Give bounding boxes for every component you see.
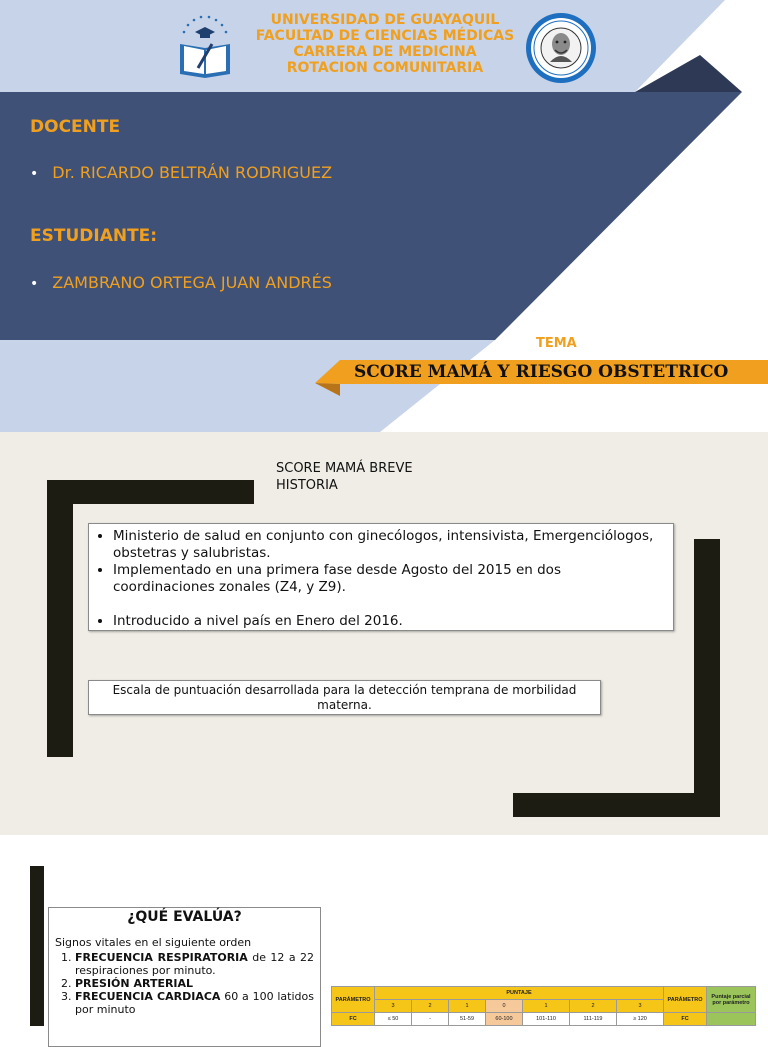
value-cell: - bbox=[412, 1013, 449, 1026]
history-bullet: • Implementado en una primera fase desde Agosto del 2015 en dos coordinaciones zonales (Z4, y Z9). bbox=[113, 562, 665, 596]
header-line-career: CARRERA DE MEDICINA bbox=[293, 44, 477, 60]
slide3-left-bar bbox=[30, 866, 44, 1026]
bracket-bottom-bar bbox=[513, 793, 720, 817]
partial-score-header: Puntaje parcial por parámetro bbox=[707, 987, 756, 1013]
header-line-university: UNIVERSIDAD DE GUAYAQUIL bbox=[270, 12, 500, 28]
vital-sign-detail: 60 a 100 latidos por minuto bbox=[75, 990, 314, 1016]
value-cell: 51-59 bbox=[449, 1013, 486, 1026]
what-evaluates-intro: Signos vitales en el siguiente orden bbox=[55, 936, 252, 949]
institution-header bbox=[240, 12, 530, 76]
docente-name: Dr. RICARDO BELTRÁN RODRIGUEZ bbox=[52, 163, 333, 182]
value-cell: 60-100 bbox=[486, 1013, 523, 1026]
history-heading bbox=[276, 460, 413, 494]
row-label: FC bbox=[332, 1013, 375, 1026]
header-line-rotation: ROTACION COMUNITARIA bbox=[286, 60, 484, 76]
history-bullet: • Ministerio de salud en conjunto con ginecólogos, intensivista, Emergenciólogos, obstetras y salubristas. bbox=[113, 528, 665, 562]
score-cell: 3 bbox=[617, 1000, 664, 1013]
vital-sign-name: FRECUENCIA CARDIACA bbox=[75, 990, 221, 1003]
vital-sign-item bbox=[75, 977, 314, 990]
evaluation-slide bbox=[0, 835, 768, 1024]
vital-sign-item bbox=[75, 990, 314, 1016]
bullet-icon: • bbox=[30, 166, 39, 182]
vital-sign-item bbox=[75, 951, 314, 977]
param-header: PARÁMETRO bbox=[332, 987, 375, 1013]
puntaje-header: PUNTAJE bbox=[375, 987, 664, 1000]
faculty-seal-icon bbox=[524, 12, 598, 84]
heading-historia: HISTORIA bbox=[276, 478, 338, 493]
row-label-right: FC bbox=[664, 1013, 707, 1026]
score-cell: 0 bbox=[486, 1000, 523, 1013]
what-evaluates-title: ¿QUÉ EVALÚA? bbox=[127, 909, 242, 925]
history-bullets-box bbox=[88, 523, 674, 631]
tema-label: TEMA bbox=[536, 336, 577, 351]
docente-name-row bbox=[30, 163, 332, 182]
score-cell: 1 bbox=[523, 1000, 570, 1013]
score-cell: 3 bbox=[375, 1000, 412, 1013]
vital-sign-detail: de 12 a 22 respiraciones por minuto. bbox=[75, 951, 314, 977]
topic-title: SCORE MAMÁ Y RIESGO OBSTETRICO bbox=[354, 362, 729, 382]
bracket-left-bar bbox=[47, 480, 73, 757]
value-cell: 101-110 bbox=[523, 1013, 570, 1026]
estudiante-label: ESTUDIANTE: bbox=[30, 226, 158, 246]
history-bullet: • Introducido a nivel país en Enero del 2016. bbox=[113, 613, 665, 630]
title-slide bbox=[0, 0, 768, 432]
score-table bbox=[331, 986, 756, 1026]
score-cell: 2 bbox=[412, 1000, 449, 1013]
bracket-right-bar bbox=[694, 539, 720, 817]
heading-score-mama-breve: SCORE MAMÁ BREVE bbox=[276, 461, 413, 476]
value-cell: ≤ 50 bbox=[375, 1013, 412, 1026]
value-cell: 111-119 bbox=[570, 1013, 617, 1026]
estudiante-name-row bbox=[30, 273, 332, 292]
score-cell: 2 bbox=[570, 1000, 617, 1013]
value-cell: ≥ 120 bbox=[617, 1013, 664, 1026]
vital-sign-name: FRECUENCIA RESPIRATORIA bbox=[75, 951, 248, 964]
bullet-icon: • bbox=[30, 276, 39, 292]
param-header-right: PARÁMETRO bbox=[664, 987, 707, 1013]
docente-label: DOCENTE bbox=[30, 117, 121, 137]
estudiante-name: ZAMBRANO ORTEGA JUAN ANDRÉS bbox=[52, 273, 332, 292]
what-evaluates-box bbox=[48, 907, 321, 1047]
definition-box: Escala de puntuación desarrollada para la detección temprana de morbilidad materna. bbox=[88, 680, 601, 715]
bracket-top-bar bbox=[47, 480, 254, 504]
score-cell: 1 bbox=[449, 1000, 486, 1013]
university-logo-icon bbox=[176, 14, 234, 80]
vital-sign-name: PRESIÓN ARTERIAL bbox=[75, 977, 194, 990]
header-line-faculty: FACULTAD DE CIENCIAS MÉDICAS bbox=[255, 28, 515, 44]
